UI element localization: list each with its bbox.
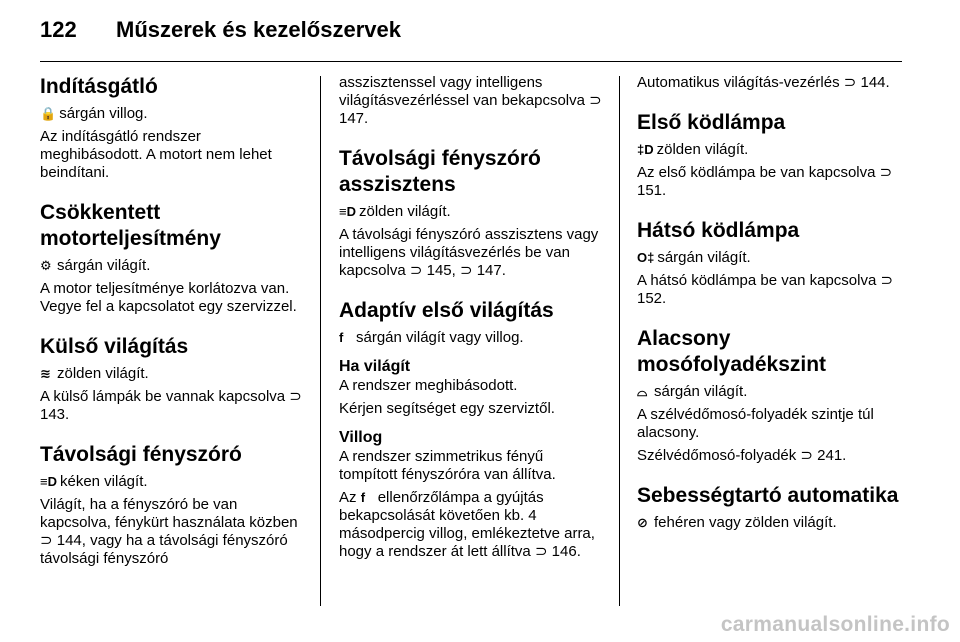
paragraph: Az f ellenőrzőlámpa a gyújtás bekapcsolását követően kb. 4 másodpercig villog, emlékeztetve arra, hogy a rendszer át lett állítva ⊃ 146. [339, 489, 595, 560]
paragraph: A rendszer meghibásodott. [339, 377, 518, 394]
watermark: carmanualsonline.info [720, 613, 950, 636]
section-title-high-beam-assist: Távolsági fényszóró asszisztens [339, 147, 541, 196]
paragraph: A rendszer szimmetrikus fényű tompított fényszóróra van állítva. [339, 448, 556, 483]
subsection-title-flashing: Villog [339, 429, 383, 446]
paragraph: Az indításgátló rendszer meghibásodott. A motort nem lehet beindítani. [40, 128, 272, 181]
column-3 [637, 74, 901, 537]
adaptive-lighting-icon: f [360, 490, 366, 505]
column-1 [40, 74, 306, 573]
washer-fluid-icon: ⌓ [637, 384, 648, 399]
adaptive-lighting-icon: f [339, 330, 344, 345]
page-header [40, 17, 401, 43]
section-title-reduced-power: Csökkentett motorteljesítmény [40, 201, 221, 250]
header-rule [40, 61, 902, 62]
subsection-title-lit: Ha világít [339, 358, 411, 375]
section-title-exterior-lights: Külső világítás [40, 335, 189, 358]
column-2 [339, 74, 605, 566]
status-line-washer-fluid: ⌓ sárgán világít. [637, 383, 748, 400]
front-fog-light-icon: ‡D [637, 142, 654, 157]
paragraph: Automatikus világítás-vezérlés ⊃ 144. [637, 74, 890, 91]
immobiliser-icon: 🔒 [40, 106, 57, 121]
exterior-light-icon: ≋ [40, 366, 51, 381]
reduced-power-icon: ⚙ [40, 258, 52, 273]
section-title-adaptive-lighting: Adaptív első világítás [339, 299, 554, 322]
section-title-cruise-control: Sebességtartó automatika [637, 484, 899, 507]
paragraph: A külső lámpák be vannak kapcsolva ⊃ 143. [40, 388, 302, 423]
paragraph: A hátsó ködlámpa be van kapcsolva ⊃ 152. [637, 272, 894, 307]
section-title-high-beam: Távolsági fényszóró [40, 443, 242, 466]
paragraph: Világít, ha a fényszóró be van kapcsolva, fénykürt használata közben ⊃ 144, vagy ha a távolsági fényszóró távolsági fényszóró [40, 496, 298, 567]
rear-fog-light-icon: O‡ [637, 250, 655, 265]
status-line-front-fog: ‡D zölden világít. [637, 141, 749, 158]
high-beam-assist-icon: ≡D [339, 204, 356, 219]
paragraph: Kérjen segítséget egy szerviztől. [339, 400, 555, 417]
section-title-washer-fluid: Alacsony mosófolyadékszint [637, 327, 827, 376]
paragraph: Szélvédőmosó-folyadék ⊃ 241. [637, 447, 847, 464]
section-title-front-fog: Első ködlámpa [637, 111, 786, 134]
page-title: Műszerek és kezelőszervek [116, 17, 401, 42]
status-line-adaptive-lighting: f sárgán világít vagy villog. [339, 329, 524, 346]
page-number: 122 [40, 17, 77, 42]
section-title-rear-fog: Hátsó ködlámpa [637, 219, 800, 242]
column-divider-1 [320, 76, 321, 606]
paragraph: A szélvédőmosó-folyadék szintje túl alacsony. [637, 406, 874, 441]
status-line-high-beam-assist: ≡D zölden világít. [339, 203, 451, 220]
status-line-immobiliser: 🔒 sárgán villog. [40, 105, 148, 122]
cruise-control-icon: ⊘ [637, 515, 648, 530]
status-line-cruise-control: ⊘ fehéren vagy zölden világít. [637, 514, 837, 531]
section-title-immobiliser: Indításgátló [40, 75, 158, 98]
column-divider-2 [619, 76, 620, 606]
status-line-high-beam: ≡D kéken világít. [40, 473, 148, 490]
status-line-rear-fog: O‡ sárgán világít. [637, 249, 751, 266]
high-beam-icon: ≡D [40, 474, 57, 489]
status-line-reduced-power: ⚙ sárgán világít. [40, 257, 151, 274]
paragraph: A távolsági fényszóró asszisztens vagy intelligens világításvezérlés be van kapcsolva ⊃ 145, ⊃ 147. [339, 226, 599, 279]
status-line-exterior-lights: ≋ zölden világít. [40, 365, 149, 382]
paragraph: Az első ködlámpa be van kapcsolva ⊃ 151. [637, 164, 893, 199]
paragraph: asszisztenssel vagy intelligens világításvezérléssel van bekapcsolva ⊃ 147. [339, 74, 602, 127]
paragraph: A motor teljesítménye korlátozva van. Vegye fel a kapcsolatot egy szervizzel. [40, 280, 297, 315]
